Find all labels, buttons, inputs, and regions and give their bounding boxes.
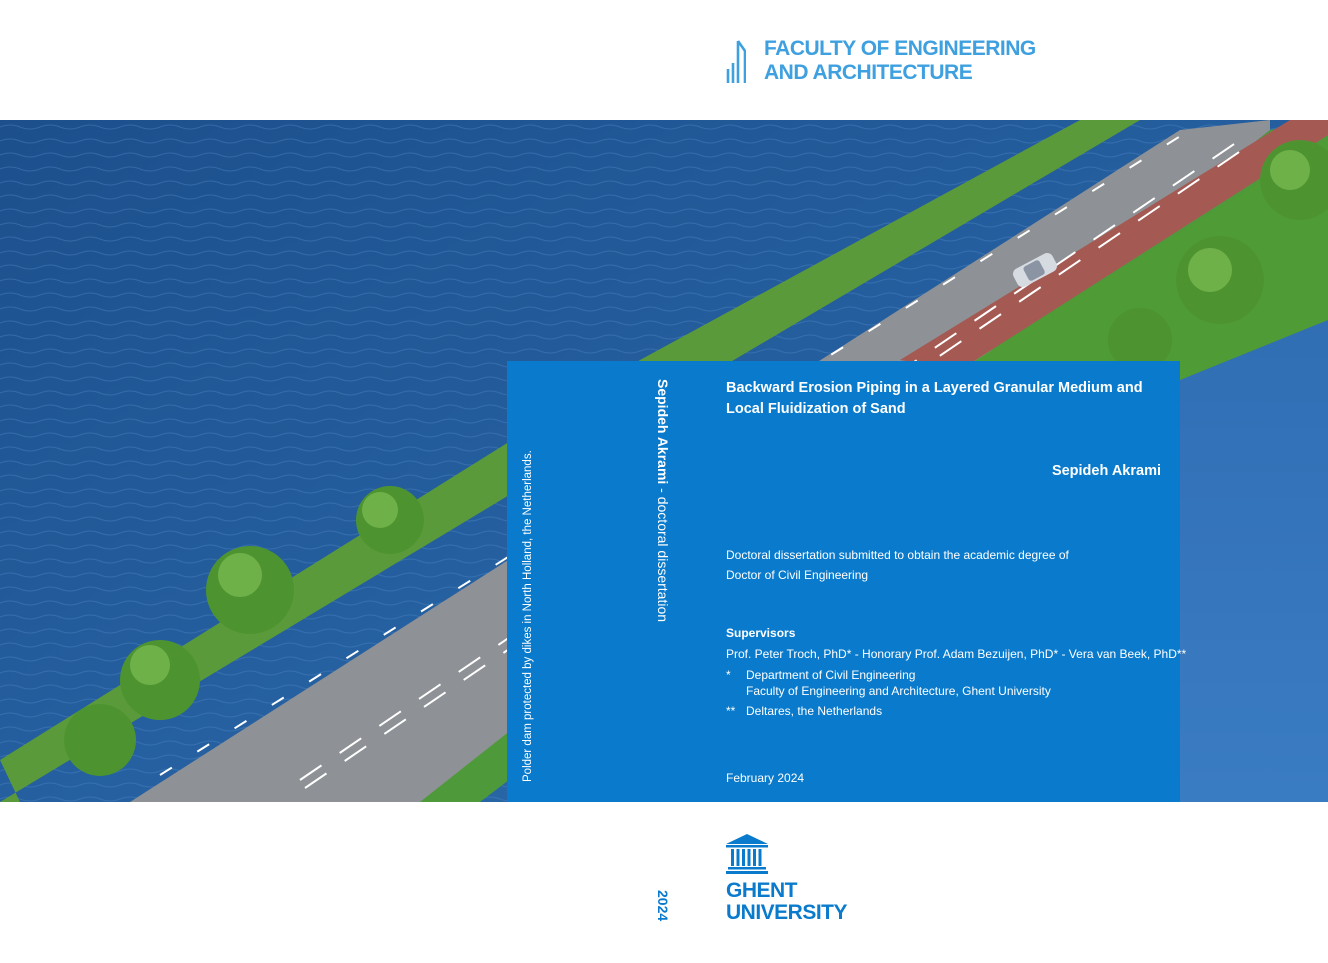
affiliation-2-mark: ** bbox=[726, 704, 736, 718]
university-line-1: GHENT bbox=[726, 879, 797, 902]
degree-line-2: Doctor of Civil Engineering bbox=[726, 568, 869, 582]
faculty-line-1: FACULTY OF ENGINEERING bbox=[764, 37, 1036, 60]
spine-title bbox=[655, 379, 671, 622]
affiliation-2 bbox=[726, 703, 882, 719]
faculty-logo bbox=[726, 38, 1036, 84]
degree-line-1: Doctoral dissertation submitted to obtain the academic degree of bbox=[726, 548, 1069, 562]
publication-date: February 2024 bbox=[726, 771, 805, 785]
university-line-2: UNIVERSITY bbox=[726, 901, 848, 924]
affiliation-1-line-2: Faculty of Engineering and Architecture, Ghent University bbox=[746, 684, 1051, 698]
affiliation-1 bbox=[726, 667, 1051, 699]
back-cover-caption: Polder dam protected by dikes in North Holland, the Netherlands. bbox=[522, 450, 534, 782]
spine-author: Sepideh Akrami bbox=[655, 379, 671, 485]
degree-statement bbox=[726, 545, 1069, 585]
supervisors-list: Prof. Peter Troch, PhD* - Honorary Prof. Adam Bezuijen, PhD* - Vera van Beek, PhD** bbox=[726, 647, 1187, 661]
affiliation-1-mark: * bbox=[726, 668, 731, 682]
affiliation-2-line-1: Deltares, the Netherlands bbox=[746, 704, 883, 718]
spine-subtitle: - doctoral dissertation bbox=[655, 484, 671, 623]
affiliation-1-line-1: Department of Civil Engineering bbox=[746, 668, 916, 682]
faculty-name bbox=[764, 37, 1036, 85]
temple-icon bbox=[726, 834, 768, 874]
university-name bbox=[726, 880, 847, 924]
dissertation-title: Backward Erosion Piping in a Layered Granular Medium and Local Fluidization of Sand bbox=[726, 380, 1143, 417]
supervisors-heading: Supervisors bbox=[726, 626, 796, 640]
faculty-line-2: AND ARCHITECTURE bbox=[764, 61, 973, 84]
ghent-university-logo bbox=[726, 834, 847, 924]
author-name: Sepideh Akrami bbox=[1051, 463, 1161, 479]
building-bars-icon bbox=[726, 39, 746, 83]
spine-year: 2024 bbox=[655, 890, 671, 922]
